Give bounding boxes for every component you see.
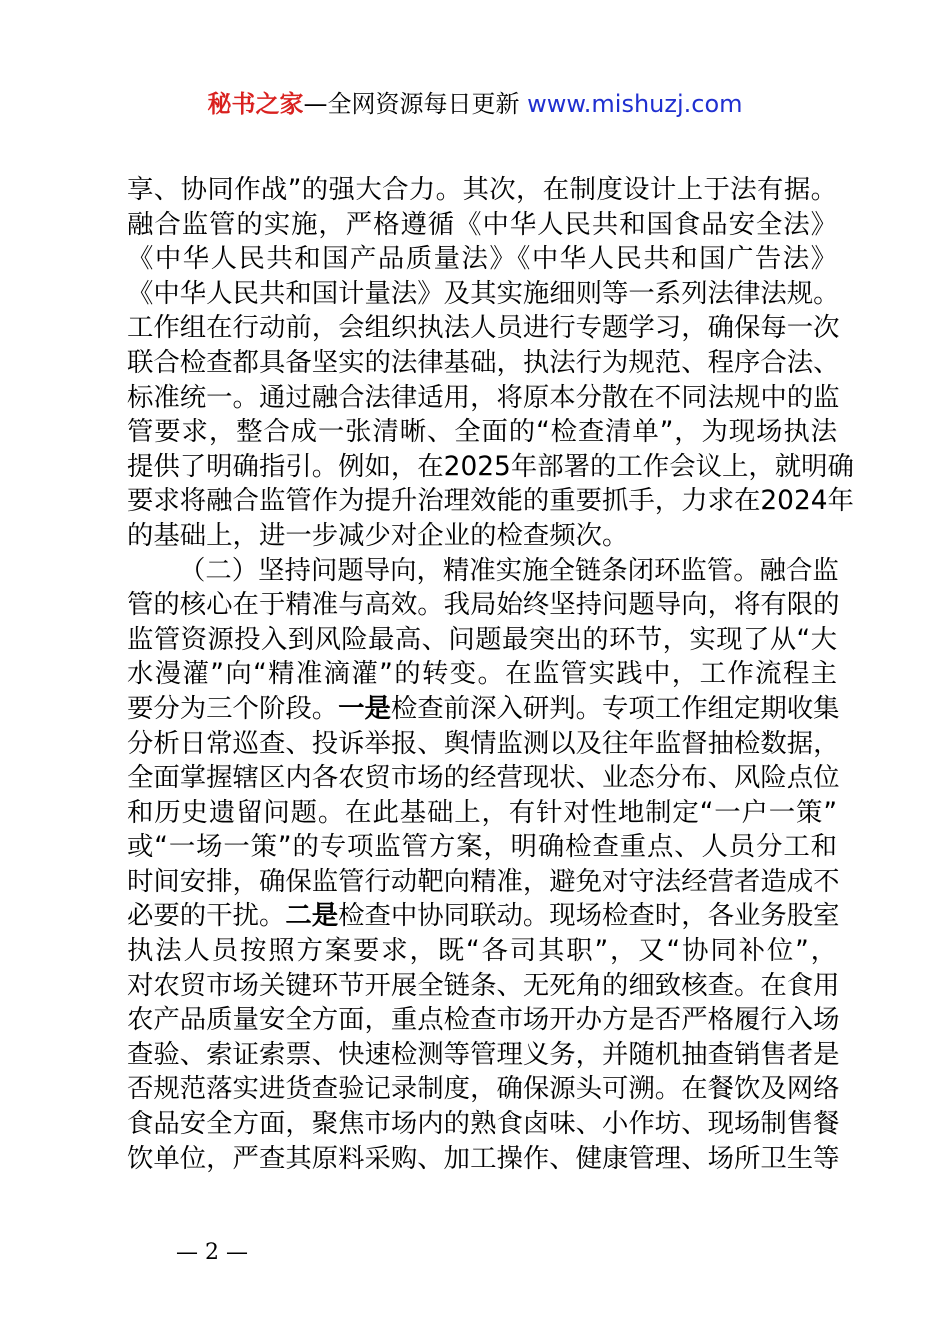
body-line: 对农贸市场关键环节开展全链条、无死角的细致核查。在食用 bbox=[127, 969, 840, 1001]
section-heading-line: （二）坚持问题导向，精准实施全链条闭环监管。融合监 bbox=[179, 554, 839, 586]
body-segment: 必要的干扰。 bbox=[127, 900, 286, 932]
body-line: 享、协同作战”的强大合力。其次，在制度设计上于法有据。 bbox=[127, 174, 837, 205]
document-body bbox=[127, 173, 854, 1176]
body-line: 和历史遗留问题。在此基础上，有针对性地制定“一户一策” bbox=[127, 796, 837, 828]
site-url-link[interactable]: www.mishuzj.com bbox=[527, 90, 743, 118]
bold-marker-first: 一是 bbox=[338, 692, 391, 724]
body-line: 水漫灌”向“精准滴灌”的转变。在监管实践中，工作流程主 bbox=[127, 658, 837, 690]
body-line-mixed bbox=[127, 692, 840, 727]
body-line: 《中华人民共和国计量法》及其实施细则等一系列法律法规。 bbox=[127, 277, 840, 309]
brand-name: 秘书之家 bbox=[207, 90, 304, 118]
body-line: 全面掌握辖区内各农贸市场的经营现状、业态分布、风险点位 bbox=[127, 762, 840, 794]
body-line: 管的核心在于精准与高效。我局始终坚持问题导向，将有限的 bbox=[127, 589, 840, 621]
page-number: — 2 — bbox=[176, 1240, 248, 1265]
body-line: 监管资源投入到风险最高、问题最突出的环节，实现了从“大 bbox=[127, 623, 837, 655]
body-line: 的基础上，进一步减少对企业的检查频次。 bbox=[127, 519, 629, 551]
site-header bbox=[0, 86, 950, 122]
body-line: 执法人员按照方案要求，既“各司其职”，又“协同补位”， bbox=[127, 935, 837, 967]
body-line: 时间安排，确保监管行动靶向精准，避免对守法经营者造成不 bbox=[127, 865, 840, 897]
body-line: 提供了明确指引。例如，在2025年部署的工作会议上，就明确 bbox=[127, 450, 854, 482]
body-line: 或“一场一策”的专项监管方案，明确检查重点、人员分工和 bbox=[127, 831, 837, 863]
body-line: 联合检查都具备坚实的法律基础，执法行为规范、程序合法、 bbox=[127, 346, 840, 378]
bold-marker-second: 二是 bbox=[285, 900, 339, 932]
body-line: 否规范落实进货查验记录制度，确保源头可溯。在餐饮及网络 bbox=[127, 1073, 840, 1105]
body-line: 饮单位，严查其原料采购、加工操作、健康管理、场所卫生等 bbox=[127, 1142, 840, 1174]
body-line: 要求将融合监管作为提升治理效能的重要抓手，力求在2024年 bbox=[127, 485, 854, 517]
body-line: 分析日常巡查、投诉举报、舆情监测以及往年监督抽检数据， bbox=[127, 727, 840, 759]
body-segment: 要分为三个阶段。 bbox=[127, 692, 339, 724]
body-line: 工作组在行动前，会组织执法人员进行专题学习，确保每一次 bbox=[127, 312, 840, 344]
body-segment: 检查中协同联动。现场检查时，各业务股室 bbox=[338, 900, 840, 932]
body-line-mixed bbox=[127, 899, 840, 934]
body-segment: 检查前深入研判。专项工作组定期收集 bbox=[390, 692, 840, 724]
body-line: 农产品质量安全方面，重点检查市场开办方是否严格履行入场 bbox=[127, 1004, 840, 1036]
body-line: 融合监管的实施，严格遵循《中华人民共和国食品安全法》 bbox=[127, 208, 837, 240]
header-slogan: —全网资源每日更新 bbox=[303, 90, 528, 118]
body-line: 管要求，整合成一张清晰、全面的“检查清单”，为现场执法 bbox=[127, 416, 837, 448]
body-line: 标准统一。通过融合法律适用，将原本分散在不同法规中的监 bbox=[127, 381, 840, 413]
body-line: 食品安全方面，聚焦市场内的熟食卤味、小作坊、现场制售餐 bbox=[127, 1108, 840, 1140]
body-line: 查验、索证索票、快速检测等管理义务，并随机抽查销售者是 bbox=[127, 1038, 840, 1070]
body-line: 《中华人民共和国产品质量法》《中华人民共和国广告法》 bbox=[127, 243, 837, 275]
